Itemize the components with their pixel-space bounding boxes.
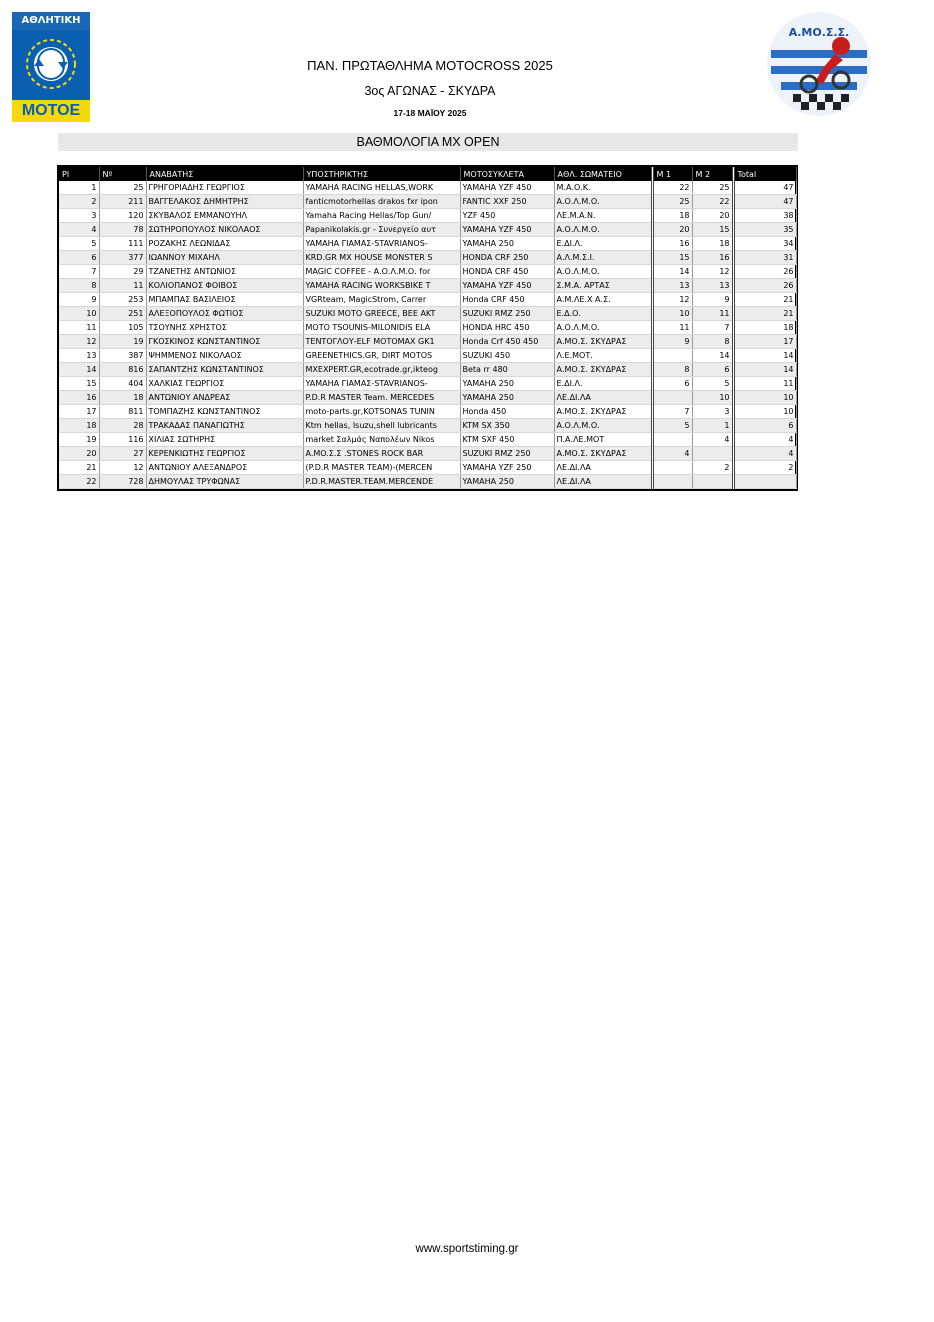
col-club: Α.ΜΟ.Σ. ΣΚΥΔΡΑΣ (554, 447, 652, 461)
col-sponsor: moto-parts.gr,KOTSONAS TUNIN (303, 405, 460, 419)
col-sponsor: SUZUKI MOTO GREECE, BEE AKT (303, 307, 460, 321)
col-pl: 3 (59, 209, 99, 223)
col-number: 25 (99, 181, 146, 195)
logo-left-bottom-text: ΜΟΤΟΕ (12, 100, 90, 122)
col-m1: 12 (652, 293, 692, 307)
race-subtitle: 3ος ΑΓΩΝΑΣ - ΣΚΥΔΡΑ (364, 84, 496, 98)
col-motorcycle: YAMAHA YZF 450 (460, 223, 554, 237)
col-sponsor: YAMAHA RACING HELLAS,WORK (303, 181, 460, 195)
col-motorcycle: FANTIC XXF 250 (460, 195, 554, 209)
col-m2: 10 (692, 391, 733, 405)
col-pl: 6 (59, 251, 99, 265)
col-total: 6 (733, 419, 796, 433)
col-club: Π.Α.ΛΕ.ΜΟΤ (554, 433, 652, 447)
col-m1: 22 (652, 181, 692, 195)
col-number: 78 (99, 223, 146, 237)
col-number: 12 (99, 461, 146, 475)
col-total: 47 (733, 181, 796, 195)
col-rider: ΤΟΜΠΑΖΗΣ ΚΩΝΣΤΑΝΤΙΝΟΣ (146, 405, 303, 419)
col-sponsor-header: ΥΠΟΣΤΗΡΙΚΤΗΣ (303, 167, 460, 181)
col-m2 (692, 447, 733, 461)
col-motorcycle: Honda 450 (460, 405, 554, 419)
col-club: Α.Λ.Μ.Σ.Ι. (554, 251, 652, 265)
col-pl: 8 (59, 279, 99, 293)
col-m1: 4 (652, 447, 692, 461)
col-m2: 3 (692, 405, 733, 419)
col-rider: ΑΝΤΩΝΙΟΥ ΑΛΕΞΑΝΔΡΟΣ (146, 461, 303, 475)
col-total: 14 (733, 363, 796, 377)
col-sponsor: ΤΕΝΤΟΓΛΟΥ-ELF MOTOMAX GK1 (303, 335, 460, 349)
col-club: Α.Ο.Λ.Μ.Ο. (554, 195, 652, 209)
col-club: ΛΕ.ΔΙ.ΛΑ (554, 475, 652, 489)
col-total: 26 (733, 265, 796, 279)
table-row (59, 363, 796, 377)
col-number: 19 (99, 335, 146, 349)
col-rider: ΤΖΑΝΕΤΗΣ ΑΝΤΩΝΙΟΣ (146, 265, 303, 279)
col-total: 2 (733, 461, 796, 475)
col-total: 14 (733, 349, 796, 363)
col-total: 21 (733, 307, 796, 321)
col-sponsor: KRD.GR MX HOUSE MONSTER S (303, 251, 460, 265)
col-m1: 18 (652, 209, 692, 223)
col-rider: ΤΡΑΚΑΔΑΣ ΠΑΝΑΓΙΩΤΗΣ (146, 419, 303, 433)
col-club: Ε.ΔΙ.Λ. (554, 237, 652, 251)
col-sponsor: MAGIC COFFEE - Α.Ο.Λ.Μ.Ο. for (303, 265, 460, 279)
col-m2: 16 (692, 251, 733, 265)
col-motorcycle: YAMAHA YZF 450 (460, 279, 554, 293)
col-rider: ΨΗΜΜΕΝΟΣ ΝΙΚΟΛΑΟΣ (146, 349, 303, 363)
col-rider: ΔΗΜΟΥΛΑΣ ΤΡΥΦΩΝΑΣ (146, 475, 303, 489)
col-pl-header: Pl (59, 167, 99, 181)
col-total: 21 (733, 293, 796, 307)
col-rider: ΚΟΛΙΟΠΑΝΟΣ ΦΟΙΒΟΣ (146, 279, 303, 293)
table-row (59, 419, 796, 433)
col-total: 26 (733, 279, 796, 293)
table-row (59, 377, 796, 391)
championship-title: ΠΑΝ. ΠΡΩΤΑΘΛΗΜΑ MOTOCROSS 2025 (307, 58, 553, 73)
col-number: 251 (99, 307, 146, 321)
col-sponsor: MOTO TSOUNIS-MILONIDIS ELA (303, 321, 460, 335)
col-rider: ΒΑΓΓΕΛΑΚΟΣ ΔΗΜΗΤΡΗΣ (146, 195, 303, 209)
col-club: Μ.Α.Ο.Κ. (554, 181, 652, 195)
col-motorcycle: Beta rr 480 (460, 363, 554, 377)
table-row (59, 293, 796, 307)
col-motorcycle: KTM SXF 450 (460, 433, 554, 447)
col-number: 811 (99, 405, 146, 419)
col-rider: ΤΣΟΥΝΗΣ ΧΡΗΣΤΟΣ (146, 321, 303, 335)
table-row (59, 447, 796, 461)
race-date: 17-18 ΜΑΪΟΥ 2025 (393, 108, 467, 118)
amos-skydras-logo (765, 10, 873, 118)
col-pl: 19 (59, 433, 99, 447)
col-m2: 8 (692, 335, 733, 349)
col-m2: 12 (692, 265, 733, 279)
col-m1 (652, 391, 692, 405)
col-pl: 12 (59, 335, 99, 349)
col-rider: ΙΩΑΝΝΟΥ ΜΙΧΑΗΛ (146, 251, 303, 265)
col-sponsor: Ktm hellas, Isuzu,shell lubricants (303, 419, 460, 433)
table-row (59, 279, 796, 293)
col-m2: 22 (692, 195, 733, 209)
col-m1: 14 (652, 265, 692, 279)
col-m2: 7 (692, 321, 733, 335)
col-club: Ε.Δ.Ο. (554, 307, 652, 321)
col-pl: 22 (59, 475, 99, 489)
col-m1: 7 (652, 405, 692, 419)
col-m1: 15 (652, 251, 692, 265)
table-row (59, 433, 796, 447)
col-m1: 20 (652, 223, 692, 237)
col-number: 404 (99, 377, 146, 391)
table-row (59, 209, 796, 223)
col-m1: 16 (652, 237, 692, 251)
col-motorcycle: YAMAHA 250 (460, 237, 554, 251)
col-total: 10 (733, 391, 796, 405)
col-club: Α.ΜΟ.Σ. ΣΚΥΔΡΑΣ (554, 335, 652, 349)
col-rider: ΣΚΥΒΑΛΟΣ ΕΜΜΑΝΟΥΗΛ (146, 209, 303, 223)
table-row (59, 475, 796, 489)
col-number: 816 (99, 363, 146, 377)
col-pl: 9 (59, 293, 99, 307)
col-sponsor: GREENETHICS.GR, DIRT MOTOS (303, 349, 460, 363)
col-club: Α.Μ.ΛΕ.Χ Α.Σ. (554, 293, 652, 307)
col-pl: 17 (59, 405, 99, 419)
col-total: 17 (733, 335, 796, 349)
col-m1 (652, 433, 692, 447)
col-pl: 7 (59, 265, 99, 279)
col-motorcycle-header: ΜΟΤΟΣΥΚΛΕΤΑ (460, 167, 554, 181)
col-pl: 21 (59, 461, 99, 475)
col-club: ΛΕ.ΔΙ.ΛΑ (554, 391, 652, 405)
col-m1: 25 (652, 195, 692, 209)
col-m1-header: M 1 (652, 167, 692, 181)
col-pl: 4 (59, 223, 99, 237)
section-title: ΒΑΘΜΟΛΟΓΙΑ MX OPEN (58, 133, 798, 151)
col-m1 (652, 349, 692, 363)
table-row (59, 335, 796, 349)
table-row (59, 349, 796, 363)
col-motorcycle: HONDA HRC 450 (460, 321, 554, 335)
col-club: Α.Ο.Λ.Μ.Ο. (554, 419, 652, 433)
col-m1: 13 (652, 279, 692, 293)
table-row (59, 237, 796, 251)
table-row (59, 223, 796, 237)
col-m1: 5 (652, 419, 692, 433)
table-row (59, 181, 796, 195)
col-m1 (652, 461, 692, 475)
table-row (59, 251, 796, 265)
col-total: 35 (733, 223, 796, 237)
col-pl: 14 (59, 363, 99, 377)
col-sponsor: Yamaha Racing Hellas/Top Gun/ (303, 209, 460, 223)
col-total: 38 (733, 209, 796, 223)
col-pl: 18 (59, 419, 99, 433)
col-total: 47 (733, 195, 796, 209)
table-row (59, 265, 796, 279)
col-sponsor: YAMAHA RACING WORKSBIKE T (303, 279, 460, 293)
col-pl: 20 (59, 447, 99, 461)
col-m2: 14 (692, 349, 733, 363)
col-number: 120 (99, 209, 146, 223)
col-m1: 8 (652, 363, 692, 377)
col-rider: ΓΚΟΣΚΙΝΟΣ ΚΩΝΣΤΑΝΤΙΝΟΣ (146, 335, 303, 349)
col-m2 (692, 475, 733, 489)
col-pl: 13 (59, 349, 99, 363)
col-motorcycle: YZF 450 (460, 209, 554, 223)
col-m2: 9 (692, 293, 733, 307)
table-row (59, 321, 796, 335)
col-club-header: ΑΘΛ. ΣΩΜΑΤΕΙΟ (554, 167, 652, 181)
col-number-header: Nº (99, 167, 146, 181)
col-pl: 2 (59, 195, 99, 209)
col-motorcycle: Honda CRF 450 (460, 293, 554, 307)
col-m1: 6 (652, 377, 692, 391)
col-sponsor: YAMAHA ΓΙΑΜΑΣ-STAVRIANOS- (303, 237, 460, 251)
col-sponsor: MXEXPERT.GR,ecotrade.gr,ikteog (303, 363, 460, 377)
col-pl: 16 (59, 391, 99, 405)
col-motorcycle: SUZUKI RMZ 250 (460, 447, 554, 461)
logo-left-top-text: ΑΘΛΗΤΙΚΗ (12, 12, 90, 30)
col-club: Α.ΜΟ.Σ. ΣΚΥΔΡΑΣ (554, 405, 652, 419)
col-m2: 6 (692, 363, 733, 377)
col-number: 377 (99, 251, 146, 265)
col-club: Α.Ο.Λ.Μ.Ο. (554, 321, 652, 335)
col-sponsor: YAMAHA ΓΙΑΜΑΣ-STAVRIANOS- (303, 377, 460, 391)
col-total: 10 (733, 405, 796, 419)
col-m2: 25 (692, 181, 733, 195)
col-rider: ΜΠΑΜΠΑΣ ΒΑΣΙΛΕΙΟΣ (146, 293, 303, 307)
col-pl: 5 (59, 237, 99, 251)
col-pl: 11 (59, 321, 99, 335)
footer-url: www.sportstiming.gr (415, 1243, 519, 1255)
col-total: 4 (733, 447, 796, 461)
col-m2: 4 (692, 433, 733, 447)
col-motorcycle: SUZUKI RMZ 250 (460, 307, 554, 321)
col-motorcycle: HONDA CRF 450 (460, 265, 554, 279)
col-m2: 11 (692, 307, 733, 321)
col-rider: ΧΙΛΙΑΣ ΣΩΤΗΡΗΣ (146, 433, 303, 447)
standings-table (57, 165, 798, 491)
col-rider: ΣΩΤΗΡΟΠΟΥΛΟΣ ΝΙΚΟΛΑΟΣ (146, 223, 303, 237)
col-rider: ΓΡΗΓΟΡΙΑΔΗΣ ΓΕΩΡΓΙΟΣ (146, 181, 303, 195)
col-number: 387 (99, 349, 146, 363)
col-rider: ΡΟΖΑΚΗΣ ΛΕΩΝΙΔΑΣ (146, 237, 303, 251)
col-motorcycle: YAMAHA YZF 450 (460, 181, 554, 195)
table-row (59, 391, 796, 405)
col-number: 27 (99, 447, 146, 461)
col-sponsor: (P.D.R MASTER TEAM)-(MERCEN (303, 461, 460, 475)
col-motorcycle: HONDA CRF 250 (460, 251, 554, 265)
col-m2: 15 (692, 223, 733, 237)
col-sponsor: Papanikolakis.gr - Συνεργείο αυτ (303, 223, 460, 237)
col-club: Λ.Ε.ΜΟΤ. (554, 349, 652, 363)
table-row (59, 195, 796, 209)
col-sponsor: VGRteam, MagicStrom, Carrer (303, 293, 460, 307)
col-total: 18 (733, 321, 796, 335)
table-row (59, 405, 796, 419)
sports-moto-logo (12, 12, 90, 122)
col-m2: 2 (692, 461, 733, 475)
col-number: 18 (99, 391, 146, 405)
col-number: 29 (99, 265, 146, 279)
col-club: ΛΕ.ΔΙ.ΛΑ (554, 461, 652, 475)
logo-right-text: Α.ΜΟ.Σ.Σ. (788, 26, 850, 39)
col-pl: 1 (59, 181, 99, 195)
col-rider: ΑΛΕΞΟΠΟΥΛΟΣ ΦΩΤΙΟΣ (146, 307, 303, 321)
col-rider: ΑΝΤΩΝΙΟΥ ΑΝΔΡΕΑΣ (146, 391, 303, 405)
col-total-header: Total (733, 167, 796, 181)
col-club: ΛΕ.Μ.Α.Ν. (554, 209, 652, 223)
table-header-row (59, 167, 796, 181)
col-rider: ΣΑΠΑΝΤΖΗΣ ΚΩΝΣΤΑΝΤΙΝΟΣ (146, 363, 303, 377)
col-total: 4 (733, 433, 796, 447)
table-row (59, 461, 796, 475)
col-number: 211 (99, 195, 146, 209)
col-sponsor: P.D.R MASTER Team. MERCEDES (303, 391, 460, 405)
col-number: 728 (99, 475, 146, 489)
col-motorcycle: YAMAHA 250 (460, 475, 554, 489)
col-number: 28 (99, 419, 146, 433)
col-sponsor: market Σαλμάς Ναπολέων Nikos (303, 433, 460, 447)
col-rider: ΧΑΛΚΙΑΣ ΓΕΩΡΓΙΟΣ (146, 377, 303, 391)
col-m2: 13 (692, 279, 733, 293)
col-club: Σ.Μ.Α. ΑΡΤΑΣ (554, 279, 652, 293)
col-pl: 15 (59, 377, 99, 391)
col-sponsor: A.MO.Σ.Σ .STONES ROCK BAR (303, 447, 460, 461)
col-club: Α.Ο.Λ.Μ.Ο. (554, 265, 652, 279)
col-motorcycle: YAMAHA 250 (460, 391, 554, 405)
col-m1: 9 (652, 335, 692, 349)
col-motorcycle: Honda Crf 450 450 (460, 335, 554, 349)
col-total (733, 475, 796, 489)
col-total: 34 (733, 237, 796, 251)
col-number: 116 (99, 433, 146, 447)
col-sponsor: P.D.R.MASTER.TEAM.MERCENDE (303, 475, 460, 489)
col-m2: 5 (692, 377, 733, 391)
col-motorcycle: YAMAHA 250 (460, 377, 554, 391)
table-row (59, 307, 796, 321)
col-rider-header: ΑΝΑΒΑΤΗΣ (146, 167, 303, 181)
col-number: 11 (99, 279, 146, 293)
col-number: 111 (99, 237, 146, 251)
col-m2: 1 (692, 419, 733, 433)
col-m1: 11 (652, 321, 692, 335)
col-motorcycle: KTM SX 350 (460, 419, 554, 433)
col-club: Α.Ο.Λ.Μ.Ο. (554, 223, 652, 237)
col-m2: 18 (692, 237, 733, 251)
col-number: 253 (99, 293, 146, 307)
col-rider: ΚΕΡΕΝΚΙΩΤΗΣ ΓΕΩΡΓΙΟΣ (146, 447, 303, 461)
col-m1: 10 (652, 307, 692, 321)
col-m2-header: M 2 (692, 167, 733, 181)
col-total: 31 (733, 251, 796, 265)
col-number: 105 (99, 321, 146, 335)
col-club: Α.ΜΟ.Σ. ΣΚΥΔΡΑΣ (554, 363, 652, 377)
col-motorcycle: SUZUKI 450 (460, 349, 554, 363)
col-pl: 10 (59, 307, 99, 321)
col-m2: 20 (692, 209, 733, 223)
col-sponsor: fanticmotorhellas drakos fxr ipon (303, 195, 460, 209)
col-club: Ε.ΔΙ.Λ. (554, 377, 652, 391)
col-total: 11 (733, 377, 796, 391)
col-m1 (652, 475, 692, 489)
col-motorcycle: YAMAHA YZF 250 (460, 461, 554, 475)
